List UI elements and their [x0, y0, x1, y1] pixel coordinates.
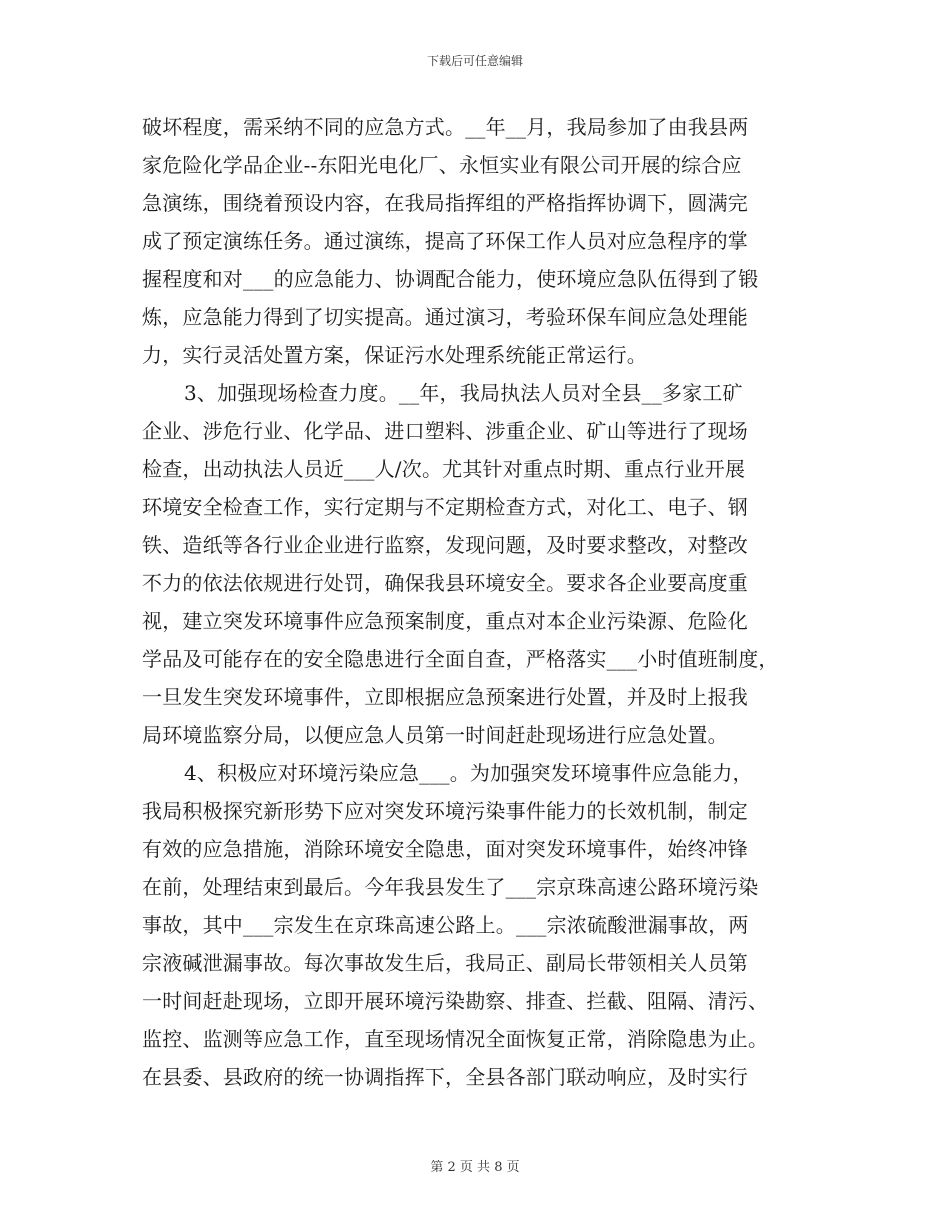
paragraph-4-start: 4、积极应对环境污染应急___。为加强突发环境事件应急能力， — [184, 761, 753, 785]
text-line: 企业、涉危行业、化学品、进口塑料、涉重企业、矿山等进行了现场 — [142, 419, 748, 443]
paragraph-3-start: 3、加强现场检查力度。__年，我局执法人员对全县__多家工矿 — [184, 381, 743, 405]
text-line: 宗液碱泄漏事故。每次事故发生后，我局正、副局长带领相关人员第 — [142, 951, 748, 975]
text-line: 一时间赶赴现场，立即开展环境污染勘察、排查、拦截、阻隔、清污、 — [142, 989, 769, 1013]
document-body — [142, 108, 818, 1096]
text-line: 事故，其中___宗发生在京珠高速公路上。___宗浓硫酸泄漏事故，两 — [142, 913, 749, 937]
text-line: 力，实行灵活处置方案，保证污水处理系统能正常运行。 — [142, 343, 647, 367]
text-line: 破坏程度，需采纳不同的应急方式。__年__月，我局参加了由我县两 — [142, 115, 749, 139]
text-line: 炼，应急能力得到了切实提高。通过演习，考验环保车间应急处理能 — [142, 305, 748, 329]
text-line: 监控、监测等应急工作，直至现场情况全面恢复正常，消除隐患为止。 — [142, 1027, 769, 1051]
text-line: 在前，处理结束到最后。今年我县发生了___宗京珠高速公路环境污染 — [142, 875, 759, 899]
page-header: 下载后可任意编辑 — [426, 54, 523, 68]
text-line: 检查，出动执法人员近___人/次。尤其针对重点时期、重点行业开展 — [142, 457, 746, 481]
text-line: 铁、造纸等各行业企业进行监察，发现问题，及时要求整改，对整改 — [142, 533, 748, 557]
text-line: 我局积极探究新形势下应对突发环境污染事件能力的长效机制，制定 — [142, 799, 748, 823]
text-line: 局环境监察分局，以便应急人员第一时间赶赴现场进行应急处置。 — [142, 723, 728, 747]
page-footer: 第 2 页 共 8 页 — [430, 1160, 520, 1175]
text-line: 环境安全检查工作，实行定期与不定期检查方式，对化工、电子、钢 — [142, 495, 748, 519]
text-line: 在县委、县政府的统一协调指挥下，全县各部门联动响应，及时实行 — [142, 1065, 748, 1089]
text-line: 成了预定演练任务。通过演练，提高了环保工作人员对应急程序的掌 — [142, 229, 748, 253]
text-line: 不力的依法依规进行处罚，确保我县环境安全。要求各企业要高度重 — [142, 571, 748, 595]
text-line: 家危险化学品企业--东阳光电化厂、永恒实业有限公司开展的综合应 — [142, 153, 742, 177]
text-line: 急演练，围绕着预设内容，在我局指挥组的严格指挥协调下，圆满完 — [142, 191, 748, 215]
text-line: 一旦发生突发环境事件，立即根据应急预案进行处置，并及时上报我 — [142, 685, 748, 709]
text-line: 学品及可能存在的安全隐患进行全面自查，严格落实___小时值班制度， — [142, 647, 779, 671]
text-line: 有效的应急措施，消除环境安全隐患，面对突发环境事件，始终冲锋 — [142, 837, 748, 861]
text-line: 握程度和对___的应急能力、协调配合能力，使环境应急队伍得到了锻 — [142, 267, 759, 291]
text-line: 视，建立突发环境事件应急预案制度，重点对本企业污染源、危险化 — [142, 609, 748, 633]
